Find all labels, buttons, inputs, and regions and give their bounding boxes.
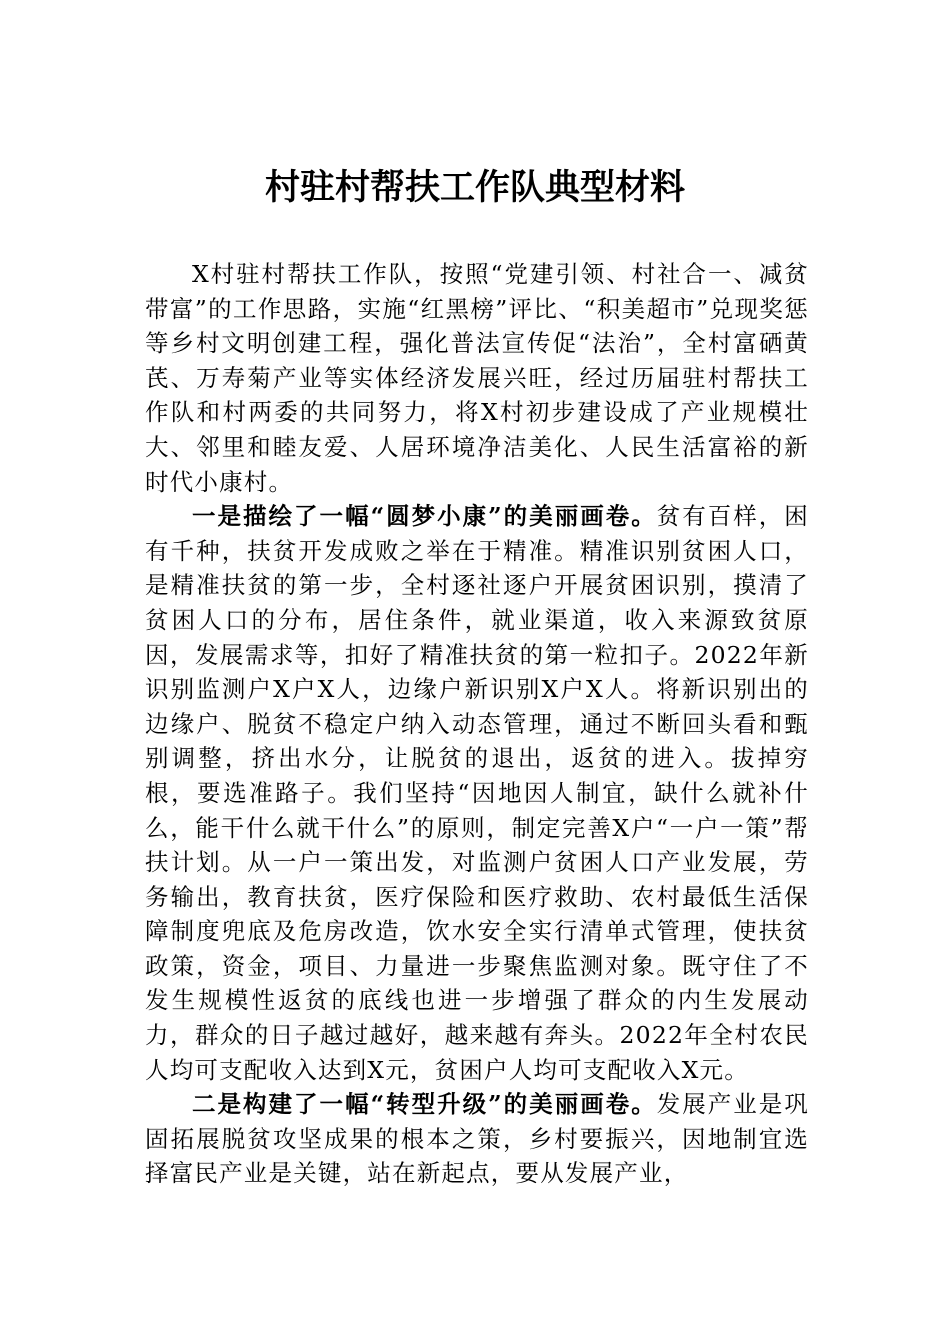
paragraph-lead: 一是描绘了一幅“圆梦小康”的美丽画卷。 [192,502,657,531]
paragraph-section-one [145,499,809,1087]
paragraph-text: X村驻村帮扶工作队，按照“党建引领、村社合一、减贫带富”的工作思路，实施“红黑榜”评比、“积美超市”兑现奖惩等乡村文明创建工程，强化普法宣传促“法治”，全村富硒黄芪、万寿菊产业等实体经济发展兴旺，经过历届驻村帮扶工作队和村两委的共同努力，将X村初步建设成了产业规模壮大、邻里和睦友爱、人居环境净洁美化、人民生活富裕的新时代小康村。 [145,260,809,496]
document-title: 村驻村帮扶工作队典型材料 [264,167,685,208]
paragraph-section-two [145,1087,809,1191]
paragraph-lead: 二是构建了一幅“转型升级”的美丽画卷。 [192,1090,657,1119]
paragraph-text: 贫有百样，困有千种，扶贫开发成败之举在于精准。精准识别贫困人口，是精准扶贫的第一步，全村逐社逐户开展贫困识别，摸清了贫困人口的分布，居住条件，就业渠道，收入来源致贫原因，发展需求等，扣好了精准扶贫的第一粒扣子。2022年新识别监测户X户X人，边缘户新识别X户X人。将新识别出的边缘户、脱贫不稳定户纳入动态管理，通过不断回头看和甄别调整，挤出水分，让脱贫的退出，返贫的进入。拔掉穷根，要选准路子。我们坚持“因地因人制宜，缺什么就补什么，能干什么就干什么”的原则，制定完善X户“一户一策”帮扶计划。从一户一策出发，对监测户贫困人口产业发展，劳务输出，教育扶贫，医疗保险和医疗救助、农村最低生活保障制度兜底及危房改造，饮水安全实行清单式管理，使扶贫政策，资金，项目、力量进一步聚焦监测对象。既守住了不发生规模性返贫的底线也进一步增强了群众的内生发展动力，群众的日子越过越好，越来越有奔头。2022年全村农民人均可支配收入达到X元，贫困户人均可支配收入X元。 [145,502,809,1084]
document-body [145,257,809,1191]
paragraph-intro [145,257,809,499]
paragraph-text: 发展产业是巩固拓展脱贫攻坚成果的根本之策，乡村要振兴，因地制宜选择富民产业是关键，站在新起点，要从发展产业， [145,1090,809,1188]
